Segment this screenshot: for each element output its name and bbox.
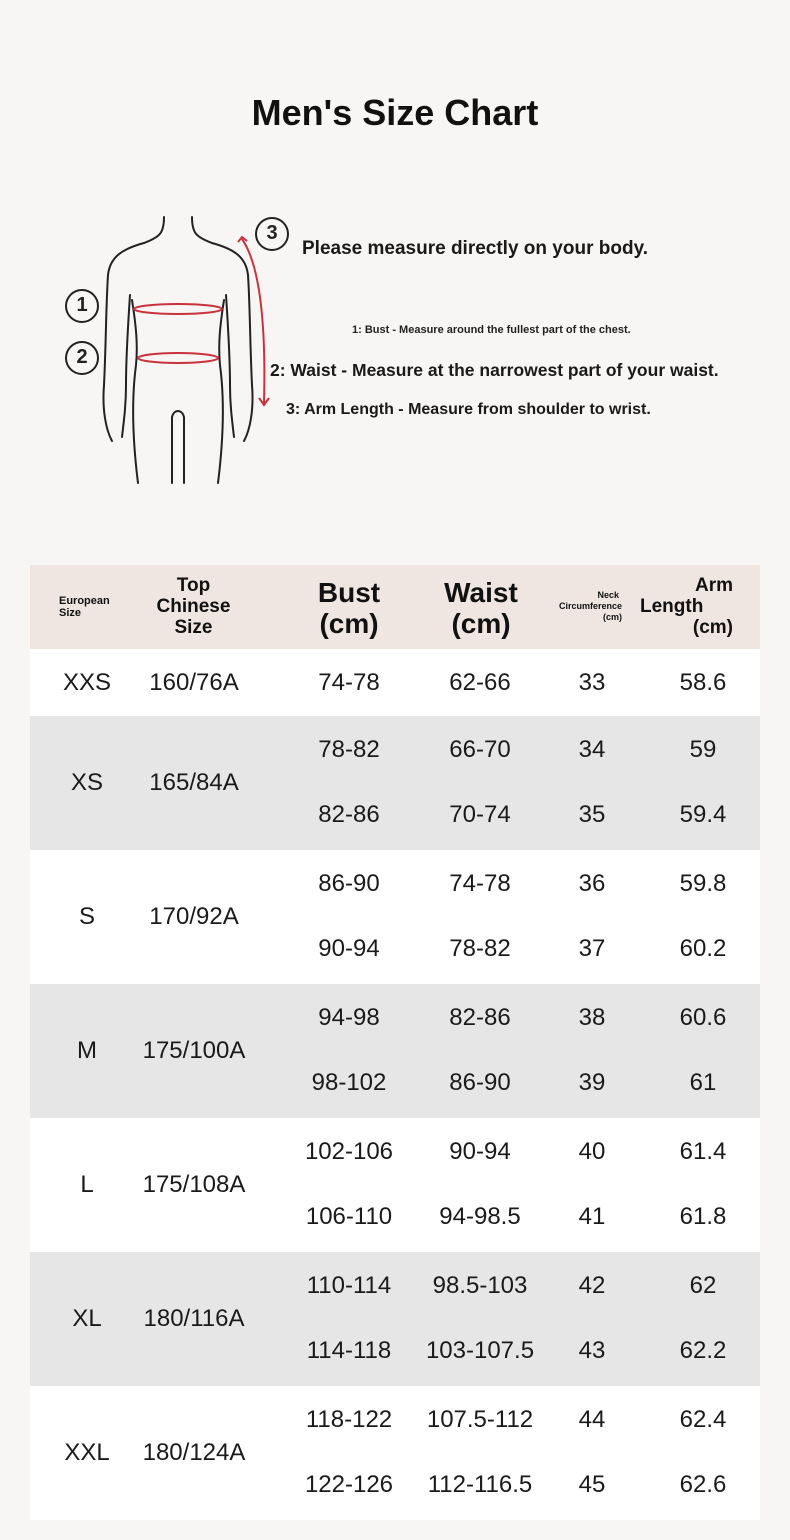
header-text: Chinese	[156, 596, 231, 617]
arm-cell: 61	[689, 1069, 717, 1096]
waist-cell: 112-116.5	[427, 1471, 533, 1498]
european-size-cell: XL	[72, 1305, 102, 1332]
waist-cell: 103-107.5	[425, 1337, 535, 1364]
waist-cell: 86-90	[449, 1069, 511, 1096]
bust-cell: 94-98	[318, 1004, 380, 1031]
bust-cell: 86-90	[318, 870, 380, 897]
size-group-row	[30, 1118, 760, 1252]
neck-cell: 35	[578, 801, 606, 828]
header-text: (cm)	[602, 612, 622, 622]
arm-cell: 61.4	[679, 1138, 727, 1165]
header-text: Circumference	[558, 601, 622, 611]
size-table	[30, 565, 760, 1520]
chinese-size-cell: 180/124A	[142, 1439, 246, 1466]
table-body	[30, 649, 760, 1520]
arm-cell: 60.6	[679, 1004, 727, 1031]
neck-cell: 42	[578, 1272, 606, 1299]
neck-cell: 34	[578, 736, 606, 763]
neck-cell: 45	[578, 1471, 606, 1498]
size-group-row	[30, 716, 760, 850]
chinese-size-cell: 175/100A	[142, 1037, 246, 1064]
header-neck-circumference	[540, 590, 622, 623]
chinese-size-cell: 160/76A	[149, 668, 239, 696]
waist-cell: 107.5-112	[426, 1406, 534, 1433]
neck-cell: 43	[578, 1337, 606, 1364]
arm-cell: 59.4	[679, 801, 727, 828]
waist-cell: 70-74	[449, 801, 511, 828]
header-text: Length	[640, 596, 704, 617]
header-waist	[421, 577, 541, 639]
chinese-size-cell: 165/84A	[149, 769, 239, 796]
body-measurement-figure	[60, 205, 290, 495]
arm-cell: 58.6	[679, 668, 727, 696]
header-text: (cm)	[451, 608, 511, 639]
neck-cell: 44	[578, 1406, 606, 1433]
waist-cell: 62-66	[449, 668, 511, 696]
size-group-row	[30, 850, 760, 984]
arm-cell: 59.8	[679, 870, 727, 897]
arm-cell: 62.2	[679, 1337, 727, 1364]
european-size-cell: M	[77, 1037, 97, 1064]
waist-instruction: 2: Waist - Measure at the narrowest part of your waist.	[270, 360, 719, 380]
header-bust	[289, 577, 409, 639]
marker-3-icon: 3	[255, 217, 289, 251]
header-text: Size	[174, 617, 213, 638]
marker-2-icon: 2	[65, 341, 99, 375]
neck-cell: 40	[578, 1138, 606, 1165]
arm-cell: 59	[689, 736, 717, 763]
waist-cell: 78-82	[449, 935, 511, 962]
header-text: Arm	[694, 575, 733, 596]
european-size-cell: XS	[70, 769, 103, 796]
european-size-cell: L	[80, 1171, 94, 1198]
neck-cell: 38	[578, 1004, 606, 1031]
size-group-row	[30, 1386, 760, 1520]
bust-cell: 106-110	[305, 1203, 393, 1230]
header-text: Bust	[317, 577, 381, 608]
size-group-row	[30, 984, 760, 1118]
arm-cell: 60.2	[679, 935, 727, 962]
waist-cell: 94-98.5	[439, 1203, 521, 1230]
waist-cell: 74-78	[449, 870, 511, 897]
bust-cell: 74-78	[318, 668, 380, 696]
bust-cell: 118-122	[305, 1406, 393, 1433]
bust-cell: 82-86	[318, 801, 380, 828]
european-size-cell: XXL	[64, 1439, 110, 1466]
neck-cell: 37	[578, 935, 606, 962]
bust-cell: 98-102	[311, 1069, 387, 1096]
arm-cell: 62.6	[679, 1471, 727, 1498]
bust-cell: 110-114	[306, 1272, 392, 1299]
neck-cell: 36	[578, 870, 606, 897]
measure-instruction: Please measure directly on your body.	[302, 238, 648, 259]
header-text: Neck	[597, 590, 619, 600]
waist-cell: 98.5-103	[432, 1272, 528, 1299]
chinese-size-cell: 175/108A	[142, 1171, 246, 1198]
bust-cell: 78-82	[318, 736, 380, 763]
header-text: Waist	[444, 577, 518, 608]
waist-cell: 82-86	[449, 1004, 511, 1031]
size-group-row	[30, 1252, 760, 1386]
table-header	[30, 565, 760, 649]
bust-cell: 122-126	[304, 1471, 394, 1498]
bust-instruction: 1: Bust - Measure around the fullest part of the chest.	[352, 324, 631, 336]
neck-cell: 39	[578, 1069, 606, 1096]
bust-cell: 102-106	[304, 1138, 394, 1165]
european-size-cell: S	[78, 903, 95, 930]
european-size-cell: XXS	[62, 668, 112, 696]
neck-cell: 33	[578, 668, 606, 696]
header-text: European	[59, 595, 110, 607]
waist-cell: 90-94	[449, 1138, 511, 1165]
bust-cell: 114-118	[306, 1337, 392, 1364]
arm-cell: 62.4	[679, 1406, 727, 1433]
header-text: (cm)	[319, 608, 379, 639]
page-title: Men's Size Chart	[251, 92, 539, 133]
chinese-size-cell: 170/92A	[149, 903, 239, 930]
arm-cell: 62	[689, 1272, 717, 1299]
chinese-size-cell: 180/116A	[143, 1305, 245, 1332]
header-european-size	[59, 595, 110, 619]
arm-cell: 61.8	[679, 1203, 727, 1230]
neck-cell: 41	[578, 1203, 606, 1230]
header-arm-length	[640, 575, 733, 638]
header-text: Top	[176, 575, 211, 596]
waist-cell: 66-70	[449, 736, 511, 763]
marker-1-icon: 1	[65, 289, 99, 323]
size-group-row	[30, 649, 760, 716]
header-top-chinese-size	[126, 575, 261, 638]
header-text: (cm)	[692, 617, 733, 638]
bust-cell: 90-94	[318, 935, 380, 962]
arm-instruction: 3: Arm Length - Measure from shoulder to wrist.	[286, 401, 651, 418]
header-text: Size	[59, 607, 82, 619]
